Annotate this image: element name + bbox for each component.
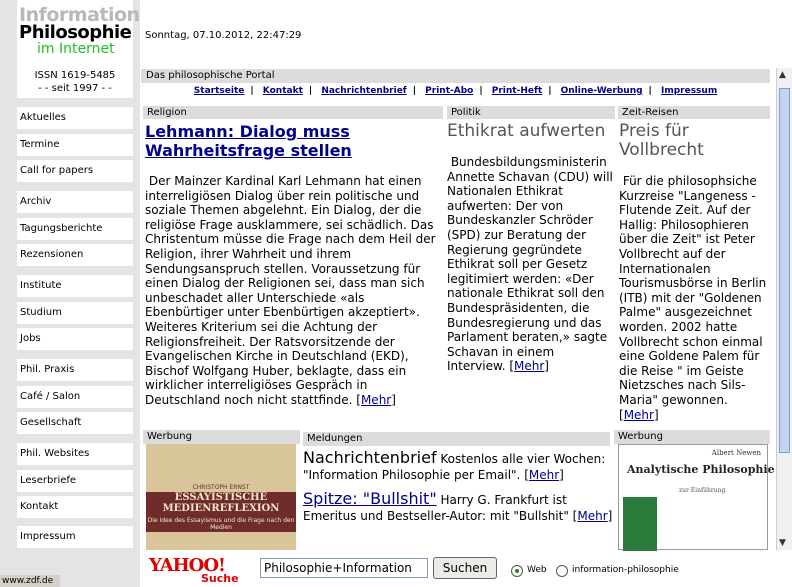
book2-subtitle: zur Einführung — [679, 487, 726, 494]
radio-site[interactable] — [556, 565, 568, 577]
meldung-title-link[interactable]: Spitze: "Bullshit" — [303, 489, 437, 508]
nav-kontakt[interactable]: Kontakt — [262, 86, 303, 96]
yahoo-suche-label: Suche — [201, 572, 239, 585]
werbung-left-header: Werbung — [143, 430, 300, 444]
politik-more-link[interactable]: Mehr — [514, 359, 545, 374]
reisen-title: Preis für Vollbrecht — [619, 121, 704, 160]
reisen-body: Für die philosophsiche Kurzreise "Langeness - Flutende Zeit. Auf der Hallig: Philosophieren über die Zeit" ist Peter Vollbrecht auf der Internationalen Tourismusbörse in Berlin (ITB) mit der "Goldenen Palme" ausgezeichnet worden. 2002 hatte Vollbrecht schon einmal eine Goldene Palem für die Reise " im Geiste Nietzsches nach Sils-Maria" gewonnen. — [619, 174, 767, 407]
reisen-more-link[interactable]: Mehr — [623, 407, 654, 422]
left-sidebar — [0, 0, 140, 587]
nav-separator: | — [412, 86, 417, 96]
nav-print-heft[interactable]: Print-Heft — [491, 86, 543, 96]
religion-text: Der Mainzer Kardinal Karl Lehmann hat einen interreligiösen Dialog über rein politische und soziale Themen abgelehnt. Ein Dialog, der die religiöse Frage ausklammere, sei schädlich. Das Christentum müsse die Frage nach dem Heil der Religion, ihrer Wahrheit und ihrem Sendungsanspruch stellen. Voraussetzung für einen Dialog der Religionen sei, dass man sich unbeschadet aller Unterschiede «als Ebenbürtiger unter Ebenbürtigen akzeptiert». Weiteres Kriterium sei die Achtung der Religionsfreiheit. Der Ratsvorsitzende der Evangelischen Kirche in Deutschland (EKD), Bischof Wolfgang Huber, beklagte, dass ein wirklicher interreligiöses Gespräch in Deutschland noch nicht stattfinde. [Mehr] — [145, 174, 436, 407]
search-input[interactable] — [260, 558, 428, 578]
religion-title — [145, 122, 437, 160]
zeit-reisen-header: Zeit-Reisen — [618, 106, 770, 119]
werbung-right-header: Werbung — [614, 430, 770, 444]
religion-title-link[interactable]: Lehmann: Dialog muss Wahrheitsfrage stellen — [145, 122, 352, 160]
nav-separator: | — [479, 86, 483, 96]
portal-bar: Das philosophische Portal — [141, 69, 770, 83]
yahoo-logo[interactable] — [149, 555, 241, 585]
scrollbar-thumb[interactable] — [779, 88, 790, 453]
sidebar-item-institute[interactable]: Institute — [17, 275, 133, 297]
sidebar-item-impressum[interactable]: Impressum — [17, 526, 133, 548]
top-navigation — [141, 86, 770, 96]
sidebar-item-termine[interactable]: Termine — [17, 134, 133, 156]
meldung-text: Kostenlos alle vier Wochen: "Information Philosophie per Email". — [303, 452, 606, 482]
sidebar-item-rezensionen[interactable]: Rezensionen — [17, 244, 133, 266]
nav-online-werbung[interactable]: Online-Werbung — [560, 86, 643, 96]
sidebar-item-aktuelles[interactable]: Aktuelles — [17, 107, 133, 129]
politik-header: Politik — [447, 106, 615, 119]
reisen-text: Für die philosophsiche Kurzreise "Langeness - Flutende Zeit. Auf der Hallig: Philosophieren über die Zeit" ist Peter Vollbrecht auf der Internationalen Tourismusbörse in Berlin (ITB) mit der "Goldenen Palme" ausgezeichnet worden. 2002 hatte Vollbrecht schon einmal eine Goldene Palem für die Reise " im Geiste Nietzsches nach Sils-Maria" gewonnen. [Mehr] — [619, 174, 767, 422]
sidebar-item-phil-praxis[interactable]: Phil. Praxis — [17, 359, 133, 381]
nav-nachrichtenbrief[interactable]: Nachrichtenbrief — [321, 86, 407, 96]
religion-more-link[interactable]: Mehr — [360, 392, 392, 407]
politik-article — [447, 122, 615, 374]
radio-site-label: information-philosophie — [572, 565, 679, 575]
sidebar-item-kontakt[interactable]: Kontakt — [17, 496, 133, 518]
book1-title-2: MEDIENREFLEXION — [162, 503, 280, 514]
book2-title: Analytische Philosophie — [627, 463, 775, 476]
book2-author: Albert Newen — [711, 449, 761, 457]
sidebar-item-phil-websites[interactable]: Phil. Websites — [17, 443, 133, 465]
scroll-down-icon[interactable]: ▼ — [779, 538, 786, 548]
logo-line-2: Philosophie — [19, 22, 132, 43]
meldung-text: Harry G. Frankfurt ist Emeritus und Bestseller-Autor: mit "Bullshit" — [303, 493, 569, 523]
radio-web[interactable] — [511, 565, 523, 577]
meldungen-header: Meldungen — [303, 432, 610, 446]
list-item: Spitze: "Bullshit" Harry G. Frankfurt ist Emeritus und Bestseller-Autor: mit "Bullshit" [Mehr] — [303, 489, 613, 523]
sidebar-item-gesellschaft[interactable]: Gesellschaft — [17, 412, 133, 434]
book1-title-1: ESSAYISTISCHE — [174, 492, 268, 503]
sidebar-item-studium[interactable]: Studium — [17, 302, 133, 324]
politik-text: Bundesbildungsministerin Annette Schavan (CDU) will Nationalen Ethikrat aufwerten: Der von Bundeskanzler Schröder (SPD) zur Beratung der Regierung gegründete Ethikrat soll per Gesetz legitimiert werden: «Der nationale Ethikrat soll den Bundespräsidenten, die Bundesregierung und das Parlament beraten,» sagte Schavan in einem Interview. [Mehr] — [447, 155, 613, 374]
nav-impressum[interactable]: Impressum — [660, 86, 718, 96]
nav-separator: | — [648, 86, 652, 96]
site-logo[interactable] — [17, 0, 140, 98]
reisen-article — [619, 122, 771, 422]
nav-separator: | — [308, 86, 313, 96]
sidebar-item-call-for-papers[interactable]: Call for papers — [17, 160, 133, 182]
religion-header: Religion — [143, 106, 443, 119]
sidebar-item-jobs[interactable]: Jobs — [17, 328, 133, 350]
book2-cover-strip — [623, 497, 657, 551]
radio-web-label: Web — [527, 565, 547, 575]
logo-line-3: im Internet — [37, 41, 115, 57]
meldung-more-link[interactable]: Mehr — [577, 509, 608, 523]
status-bar: www.zdf.de — [0, 575, 60, 587]
yahoo-brand: YAHOO! — [149, 555, 225, 576]
nav-separator: | — [548, 86, 552, 96]
politik-body: Bundesbildungsministerin Annette Schavan (CDU) will Nationalen Ethikrat aufwerten: Der von Bundeskanzler Schröder (SPD) zur Beratung der Regierung gegründete Ethikrat soll per Gesetz legitimiert werden: «Der nationale Ethikrat soll den Bundespräsidenten, die Bundesregierung und das Parlament beraten,» sagte Schavan in einem Interview. — [447, 155, 613, 374]
search-button[interactable]: Suchen — [433, 557, 497, 579]
book1-author: CHRISTOPH ERNST — [192, 484, 250, 491]
issn-number: ISSN 1619-5485 — [34, 70, 116, 81]
meldungen-list — [303, 448, 613, 530]
since-year: - - seit 1997 - - — [38, 83, 112, 94]
nav-print-abo[interactable]: Print-Abo — [425, 86, 474, 96]
politik-title: Ethikrat aufwerten — [447, 121, 606, 141]
date-display: Sonntag, 07.10.2012, 22:47:29 — [145, 30, 302, 41]
book-ad-essayistische-medienreflexion[interactable] — [146, 444, 296, 550]
sidebar-item-tagungsberichte[interactable]: Tagungsberichte — [17, 218, 133, 240]
book1-title-band — [146, 492, 296, 532]
nav-separator: | — [250, 86, 254, 96]
meldung-more-link[interactable]: Mehr — [528, 468, 560, 482]
religion-article — [145, 122, 437, 408]
list-item: Nachrichtenbrief Kostenlos alle vier Wochen: "Information Philosophie per Email". [Mehr] — [303, 448, 606, 482]
logo-line-1: Information — [19, 4, 140, 26]
sidebar-item-cafe-salon[interactable]: Café / Salon — [17, 386, 133, 408]
sidebar-item-archiv[interactable]: Archiv — [17, 191, 133, 213]
meldung-title: Nachrichtenbrief — [303, 448, 437, 467]
vertical-scrollbar[interactable] — [776, 68, 792, 550]
book-ad-analytische-philosophie[interactable] — [618, 444, 775, 550]
nav-startseite[interactable]: Startseite — [193, 86, 245, 96]
scroll-up-icon[interactable]: ▲ — [779, 70, 786, 80]
sidebar-item-leserbriefe[interactable]: Leserbriefe — [17, 470, 133, 492]
book1-subtitle: Die Idee des Essayismus und die Frage nach den Medien — [147, 517, 295, 531]
religion-body: Der Mainzer Kardinal Karl Lehmann hat einen interreligiösen Dialog über rein politische und soziale Themen abgelehnt. Ein Dialog, der die religiöse Frage ausklammere, sei schädlich. Das Christentum müsse die Frage nach dem Heil der Religion, ihrer Wahrheit und ihrem Sendungsanspruch stellen. Voraussetzung für einen Dialog der Religionen sei, dass man sich unbeschadet aller Unterschiede «als Ebenbürtiger unter Ebenbürtigen akzeptiert». Weiteres Kriterium sei die Achtung der Religionsfreiheit. Der Ratsvorsitzende der Evangelischen Kirche in Deutschland (EKD), Bischof Wolfgang Huber, beklagte, dass ein wirklicher interreligiöses Gespräch in Deutschland noch nicht stattfinde. — [145, 174, 436, 407]
